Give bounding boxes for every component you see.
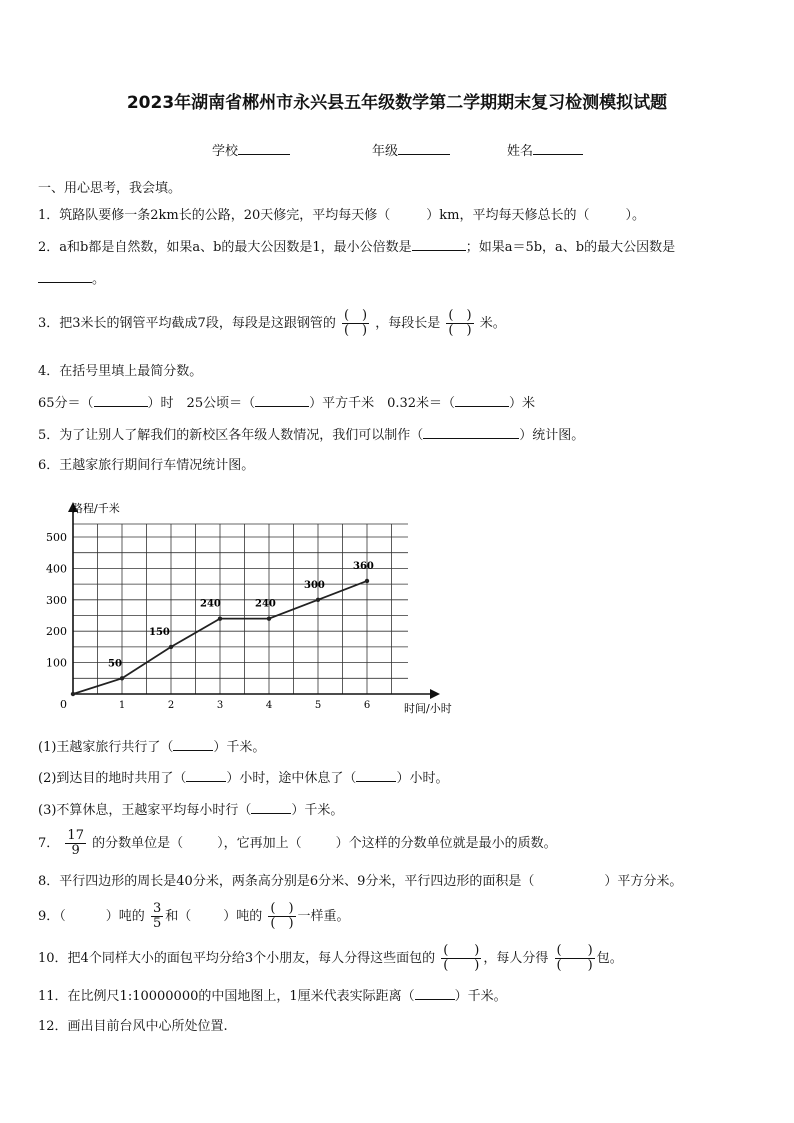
grade-field[interactable] bbox=[372, 140, 450, 159]
y-tick-label: 300 bbox=[46, 593, 67, 607]
question-6-part-3: (3)不算休息，王越家平均每小时行（ ）千米。 bbox=[38, 803, 344, 818]
grade-blank[interactable] bbox=[398, 142, 450, 155]
school-field[interactable] bbox=[212, 140, 290, 159]
data-point bbox=[267, 616, 271, 620]
q7-blank-1[interactable] bbox=[183, 835, 217, 847]
q9-fraction: $\frac{3}{5}$ bbox=[152, 901, 162, 931]
page-title: 2023年湖南省郴州市永兴县五年级数学第二学期期末复习检测模拟试题 bbox=[126, 93, 668, 113]
y-tick-label: 400 bbox=[46, 562, 67, 576]
y-axis-label: 路程/千米 bbox=[72, 502, 120, 515]
data-point bbox=[218, 616, 222, 620]
data-label: 150 bbox=[149, 626, 170, 638]
question-2-cont: 。 bbox=[38, 270, 105, 289]
question-6-part-2: (2)到达目的地时共用了（ ）小时，途中休息了（ ）小时。 bbox=[38, 771, 449, 786]
question-12: 12．画出目前台风中心所处位置. bbox=[38, 1019, 228, 1034]
q4-blank-1[interactable] bbox=[94, 394, 148, 407]
x-tick-label: 4 bbox=[265, 700, 273, 711]
y-tick-label: 100 bbox=[46, 656, 67, 670]
chart-grid bbox=[73, 524, 408, 694]
q11-blank[interactable] bbox=[415, 987, 455, 1000]
q7-blank-2[interactable] bbox=[302, 835, 336, 847]
chart-axes bbox=[68, 502, 440, 699]
question-10: 10．把4个同样大小的面包平均分给3个小朋友，每人分得这些面包的 $\frac{( )}{( )}$ ，每人分得 $\frac{( )}{( )}$ 包。 bbox=[38, 943, 623, 973]
q1-blank-2[interactable] bbox=[590, 207, 626, 219]
chart-svg bbox=[30, 498, 480, 720]
question-8: 8．平行四边形的周长是40分米，两条高分别是6分米、9分米，平行四边形的面积是（ ）平方分米。 bbox=[38, 874, 683, 889]
q10-fraction-blank-2[interactable]: $\frac{( )}{( )}$ bbox=[556, 943, 593, 973]
travel-line-chart bbox=[30, 498, 480, 724]
section-heading: 一、用心思考，我会填。 bbox=[38, 181, 182, 196]
data-label: 240 bbox=[255, 598, 276, 610]
question-4: 4．在括号里填上最简分数。 bbox=[38, 364, 203, 379]
data-point bbox=[365, 579, 369, 583]
school-label: 学校 bbox=[212, 144, 239, 159]
q4-blank-2[interactable] bbox=[255, 394, 309, 407]
question-4-items: 65分＝（ ）时 25公顷＝（ ）平方千米 0.32米＝（ ）米 bbox=[38, 396, 536, 411]
school-blank[interactable] bbox=[238, 142, 290, 155]
data-point bbox=[71, 692, 75, 696]
data-point bbox=[316, 598, 320, 602]
data-label: 240 bbox=[200, 598, 221, 610]
q1-blank-1[interactable] bbox=[390, 207, 426, 219]
q3-fraction-blank-2[interactable]: $\frac{( )}{( )}$ bbox=[448, 308, 472, 338]
name-field[interactable] bbox=[507, 140, 583, 159]
x-tick-label: 5 bbox=[314, 700, 322, 711]
question-5: 5．为了让别人了解我们的新校区各年级人数情况，我们可以制作（ ）统计图。 bbox=[38, 428, 585, 443]
question-2: 2．a和b都是自然数，如果a、b的最大公因数是1，最小公倍数是 ；如果a＝5b，a、b的最大公因数是 bbox=[38, 240, 676, 255]
q2-blank-1[interactable] bbox=[412, 238, 466, 251]
q6-blank-3[interactable] bbox=[356, 769, 396, 782]
question-9: 9．（ ）吨的 $\frac{3}{5}$ 和（ ）吨的 $\frac{( )}{( )}$ 一样重。 bbox=[38, 901, 350, 931]
question-3: 3．把3米长的钢管平均截成7段，每段是这跟钢管的 $\frac{( )}{( )}$ ，每段长是 $\frac{( )}{( )}$ 米。 bbox=[38, 308, 506, 338]
data-point bbox=[169, 645, 173, 649]
data-label: 360 bbox=[353, 560, 374, 572]
x-tick-label: 1 bbox=[118, 700, 126, 711]
q9-fraction-blank[interactable]: $\frac{( )}{( )}$ bbox=[270, 901, 294, 931]
question-6: 6．王越家旅行期间行车情况统计图。 bbox=[38, 458, 255, 473]
q5-blank[interactable] bbox=[423, 426, 519, 439]
question-7: 7． $\frac{17}{9}$ 的分数单位是（ ），它再加上（ ）个这样的分数单位就是最小的质数。 bbox=[38, 828, 557, 858]
x-tick-label: 3 bbox=[216, 700, 224, 711]
q4-blank-3[interactable] bbox=[455, 394, 509, 407]
q3-fraction-blank-1[interactable]: $\frac{( )}{( )}$ bbox=[343, 308, 368, 338]
q10-fraction-blank-1[interactable]: $\frac{( )}{( )}$ bbox=[443, 943, 480, 973]
origin-label: 0 bbox=[60, 698, 67, 711]
x-axis-arrow bbox=[430, 689, 440, 699]
q9-blank-1[interactable] bbox=[66, 908, 106, 920]
q8-blank[interactable] bbox=[534, 873, 604, 885]
q9-blank-2[interactable] bbox=[191, 908, 223, 920]
x-axis-label: 时间/小时 bbox=[404, 702, 452, 715]
name-blank[interactable] bbox=[533, 142, 583, 155]
data-point bbox=[120, 676, 124, 680]
q6-blank-2[interactable] bbox=[186, 769, 226, 782]
grade-label: 年级 bbox=[372, 144, 399, 159]
question-6-part-1: (1)王越家旅行共行了（ ）千米。 bbox=[38, 740, 266, 755]
data-label: 300 bbox=[304, 579, 325, 591]
y-tick-label: 200 bbox=[46, 625, 67, 639]
x-tick-label: 2 bbox=[167, 700, 175, 711]
question-11: 11．在比例尺1:10000000的中国地图上，1厘米代表实际距离（ ）千米。 bbox=[38, 989, 507, 1004]
x-tick-label: 6 bbox=[363, 700, 371, 711]
y-tick-label: 500 bbox=[46, 531, 67, 544]
name-label: 姓名 bbox=[507, 144, 534, 159]
q2-blank-2[interactable] bbox=[38, 270, 92, 283]
q7-fraction: $\frac{17}{9}$ bbox=[67, 828, 84, 858]
q6-blank-4[interactable] bbox=[251, 801, 291, 814]
data-label: 50 bbox=[108, 658, 122, 670]
question-1: 1．筑路队要修一条2km长的公路，20天修完，平均每天修（ ）km，平均每天修总长的（ ）。 bbox=[38, 208, 646, 223]
q6-blank-1[interactable] bbox=[173, 738, 213, 751]
